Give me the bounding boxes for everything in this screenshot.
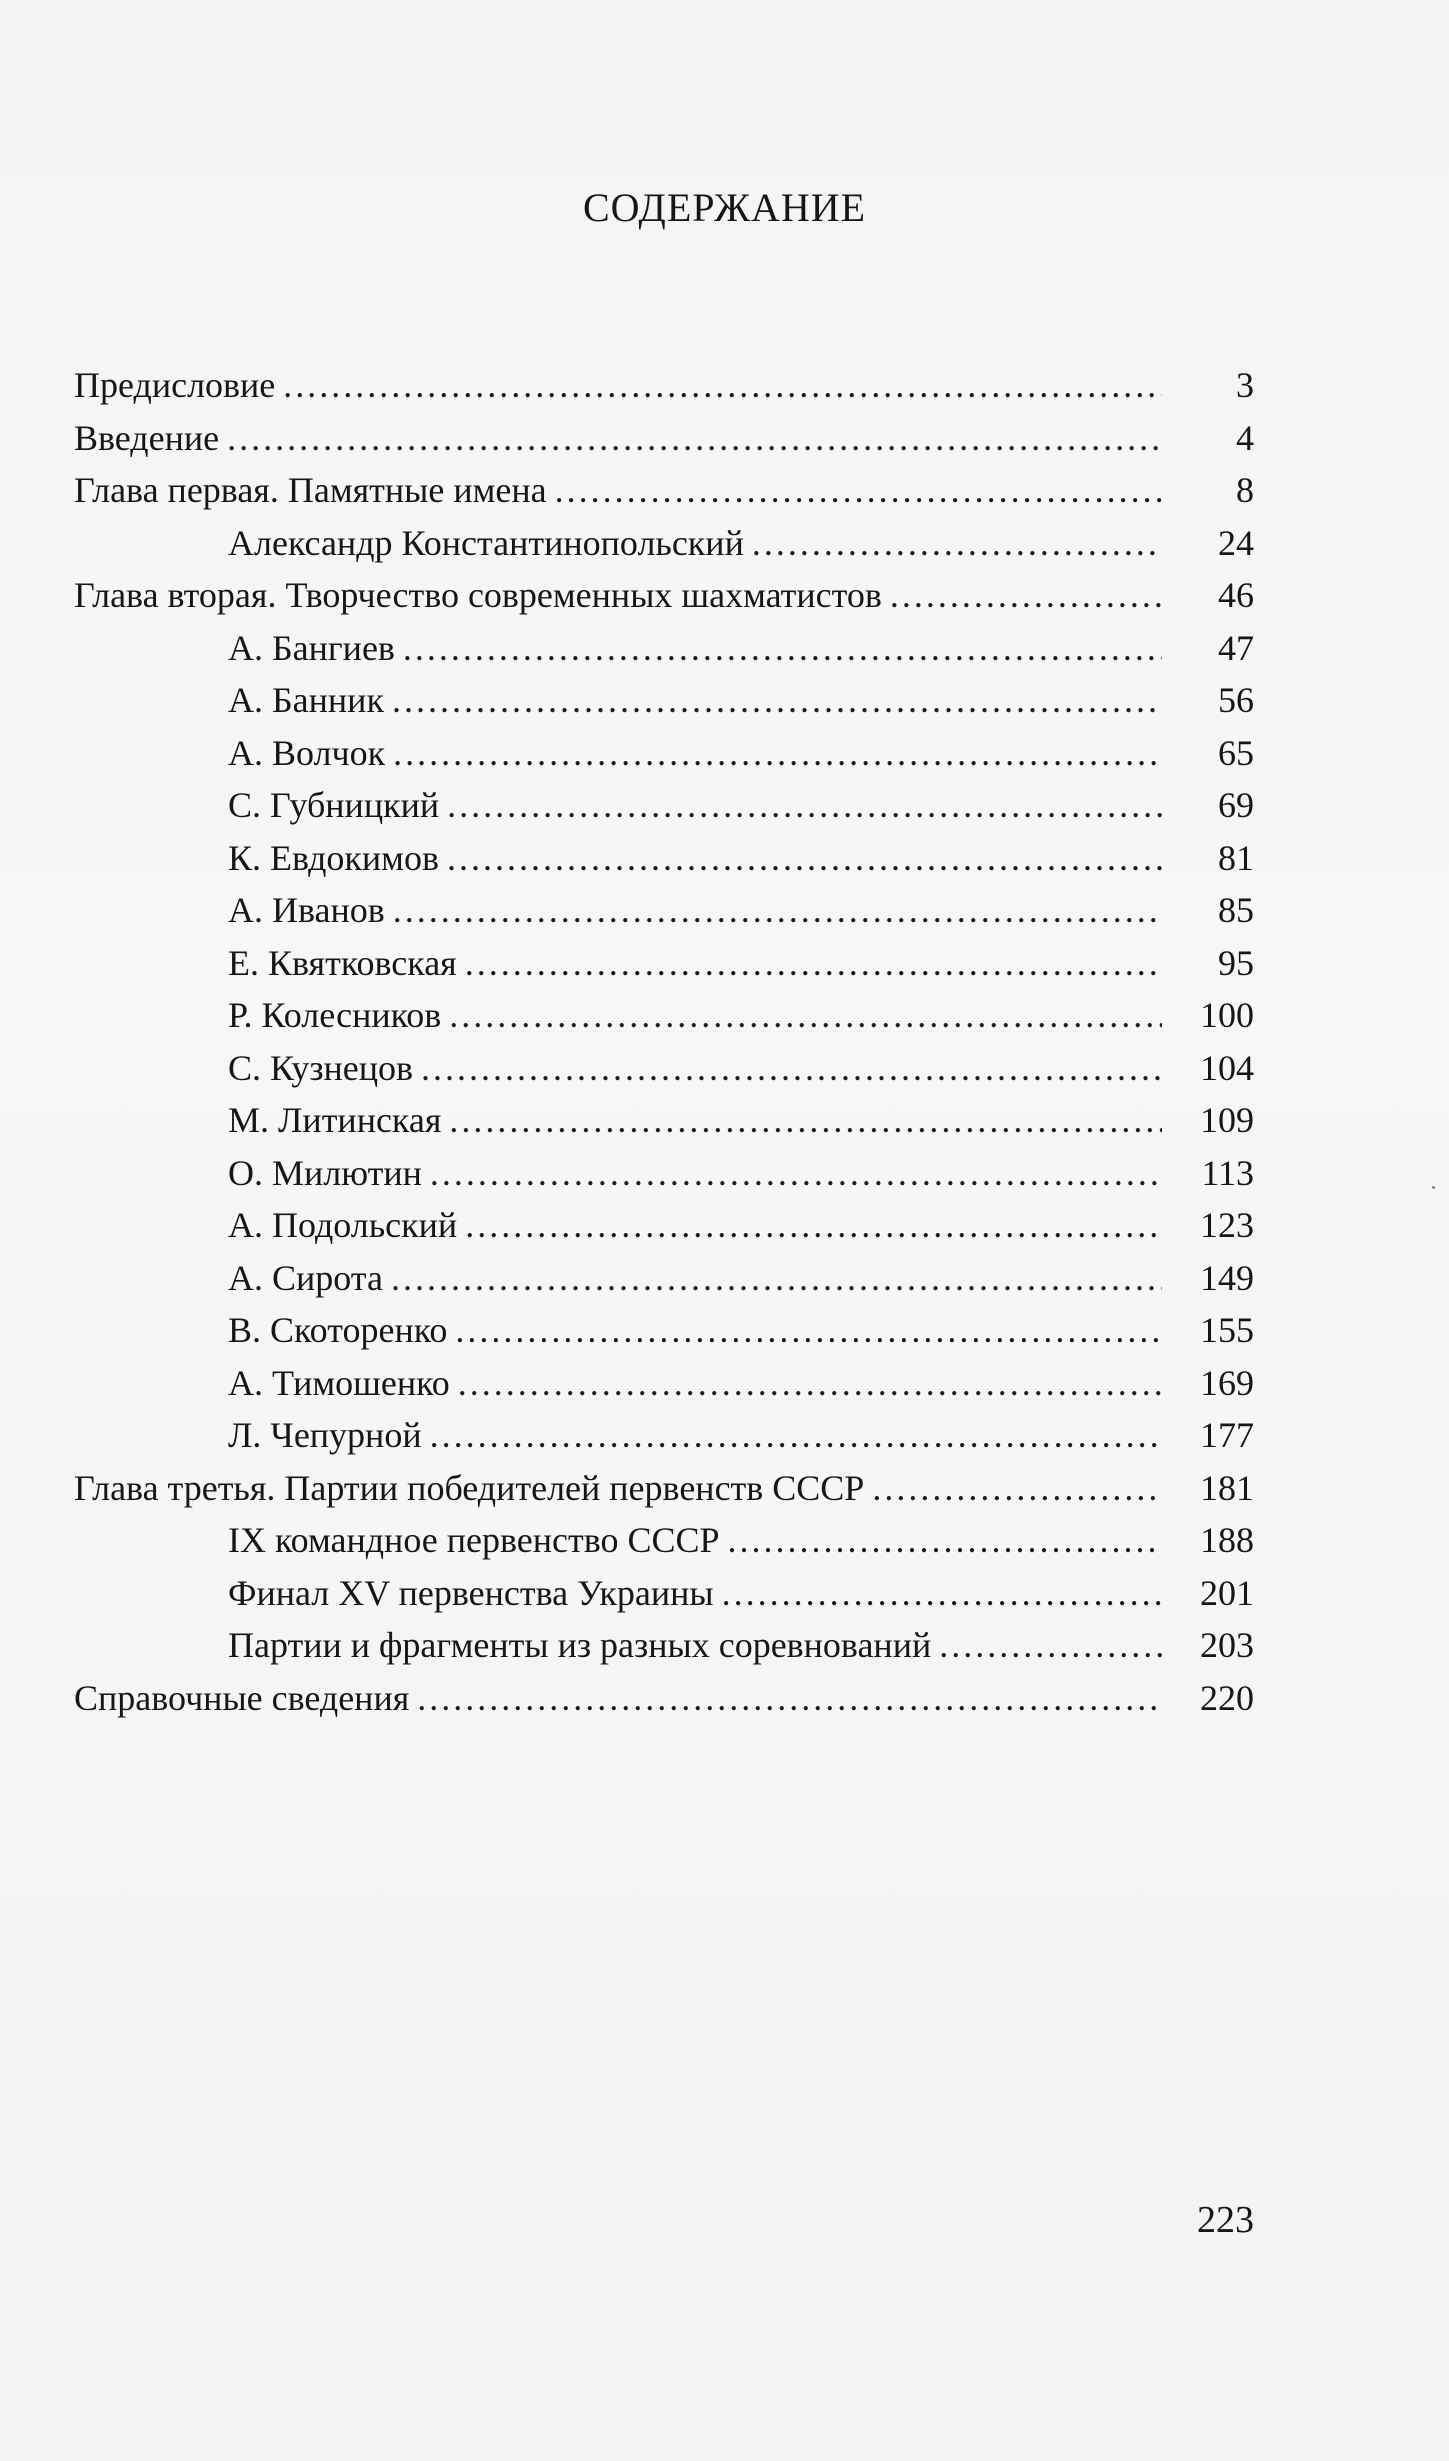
toc-entry-page: 149 <box>1200 1257 1254 1298</box>
toc-subentry <box>74 1304 1254 1357</box>
toc-entry <box>74 359 1254 412</box>
toc-subentry <box>74 1199 1254 1252</box>
toc-entry-label: А. Тимошенко <box>228 1362 450 1403</box>
toc-entry <box>74 1462 1254 1515</box>
toc-entry-page: 220 <box>1200 1677 1254 1718</box>
toc-entry-page: 109 <box>1200 1100 1254 1140</box>
dot-leader <box>403 622 1162 675</box>
toc-entry-page: 169 <box>1200 1362 1254 1403</box>
toc-entry-page: 203 <box>1200 1625 1254 1665</box>
dot-leader <box>752 517 1162 570</box>
dot-leader <box>391 1252 1162 1305</box>
dot-leader <box>421 1042 1162 1095</box>
toc-entry-label: М. Литинская <box>228 1100 442 1140</box>
page-number: 223 <box>1197 2199 1254 2241</box>
dot-leader <box>283 359 1162 412</box>
toc-subentry <box>74 674 1254 727</box>
dot-leader <box>458 1357 1162 1410</box>
dot-leader <box>465 937 1162 990</box>
toc-subentry <box>74 1514 1254 1567</box>
toc-entry-page: 155 <box>1200 1310 1254 1350</box>
dot-leader <box>555 464 1162 517</box>
toc-subentry <box>74 832 1254 885</box>
toc-entry-label: А. Бангиев <box>228 627 395 668</box>
toc-entry-page: 104 <box>1200 1047 1254 1088</box>
toc-entry-page: 123 <box>1200 1205 1254 1245</box>
toc-subentry <box>74 1147 1254 1200</box>
toc-entry-label: А. Подольский <box>228 1205 458 1245</box>
toc-entry-label: Партии и фрагменты из разных соревнований <box>228 1625 932 1665</box>
toc-entry-page: 201 <box>1200 1572 1254 1613</box>
toc-subentry <box>74 1094 1254 1147</box>
toc-entry-page: 100 <box>1200 995 1254 1035</box>
toc-entry-page: 95 <box>1218 942 1254 983</box>
toc-entry-page: 46 <box>1218 575 1254 615</box>
toc-entry-label: Справочные сведения <box>74 1677 410 1718</box>
toc-entry <box>74 1672 1254 1725</box>
toc-subentry <box>74 517 1254 570</box>
toc-entry-label: Е. Квятковская <box>228 942 457 983</box>
toc-entry-page: 69 <box>1218 785 1254 825</box>
dot-leader <box>393 727 1162 780</box>
toc-entry-label: Александр Константинопольский <box>228 522 744 563</box>
toc-entry <box>74 464 1254 517</box>
toc-entry-label: О. Милютин <box>228 1152 422 1193</box>
toc-subentry <box>74 1409 1254 1462</box>
toc-entry-label: Финал XV первенства Украины <box>228 1572 714 1613</box>
toc-entry-label: К. Евдокимов <box>228 837 439 878</box>
toc-entry <box>74 412 1254 465</box>
dot-leader <box>447 832 1162 885</box>
toc-entry-label: Глава первая. Памятные имена <box>74 470 547 510</box>
dot-leader <box>447 779 1162 832</box>
dot-leader <box>728 1514 1162 1567</box>
toc-entry-label: Введение <box>74 417 220 458</box>
toc-entry-label: Глава вторая. Творчество современных шахматистов <box>74 575 882 615</box>
toc-entry-label: А. Сирота <box>228 1257 383 1298</box>
toc-entry-page: 65 <box>1218 732 1254 773</box>
dot-leader <box>227 412 1162 465</box>
toc-entry-page: 8 <box>1236 470 1254 510</box>
toc-subentry <box>74 884 1254 937</box>
toc-subentry <box>74 937 1254 990</box>
dot-leader <box>449 989 1162 1042</box>
toc-entry-label: Л. Чепурной <box>228 1415 422 1455</box>
dot-leader <box>455 1304 1162 1357</box>
dot-leader <box>465 1199 1162 1252</box>
toc-entry-label: А. Банник <box>228 680 384 720</box>
toc-subentry <box>74 1357 1254 1410</box>
toc-entry-label: С. Кузнецов <box>228 1047 414 1088</box>
dot-leader <box>392 674 1162 727</box>
dot-leader <box>430 1409 1162 1462</box>
toc-entry-page: 181 <box>1200 1467 1254 1508</box>
toc-entry-label: А. Волчок <box>228 732 386 773</box>
toc-subentry <box>74 727 1254 780</box>
dot-leader <box>417 1672 1162 1725</box>
toc-entry-page: 188 <box>1200 1520 1254 1560</box>
toc-subentry <box>74 1042 1254 1095</box>
toc-subentry <box>74 1252 1254 1305</box>
dot-leader <box>939 1619 1162 1672</box>
toc-entry-page: 113 <box>1201 1152 1254 1193</box>
toc-entry-label: Глава третья. Партии победителей первенств СССР <box>74 1467 865 1508</box>
toc-subentry <box>74 622 1254 675</box>
toc-entry <box>74 569 1254 622</box>
toc-entry-label: А. Иванов <box>228 890 385 930</box>
toc-subentry <box>74 989 1254 1042</box>
toc-entry-label: Р. Колесников <box>228 995 442 1035</box>
page-title: СОДЕРЖАНИЕ <box>582 185 867 230</box>
toc-subentry <box>74 1567 1254 1620</box>
toc-entry-page: 85 <box>1218 890 1254 930</box>
paper-speck <box>1432 1186 1435 1189</box>
toc-entry-label: Предисловие <box>74 365 276 405</box>
toc-entry-page: 24 <box>1218 522 1254 563</box>
toc-subentry <box>74 779 1254 832</box>
toc-subentry <box>74 1619 1254 1672</box>
dot-leader <box>722 1567 1162 1620</box>
toc-entry-page: 47 <box>1218 627 1254 668</box>
toc-entry-label: В. Скоторенко <box>228 1310 448 1350</box>
toc-entry-label: С. Губницкий <box>228 785 440 825</box>
dot-leader <box>872 1462 1162 1515</box>
toc-entry-page: 4 <box>1236 417 1254 458</box>
toc-entry-page: 81 <box>1218 837 1254 878</box>
toc-entry-label: IX командное первенство СССР <box>228 1520 720 1560</box>
dot-leader <box>449 1094 1162 1147</box>
table-of-contents <box>74 359 1254 1724</box>
toc-entry-page: 56 <box>1218 680 1254 720</box>
dot-leader <box>890 569 1162 622</box>
toc-entry-page: 3 <box>1236 365 1254 405</box>
toc-entry-page: 177 <box>1200 1415 1254 1455</box>
dot-leader <box>430 1147 1162 1200</box>
dot-leader <box>393 884 1162 937</box>
